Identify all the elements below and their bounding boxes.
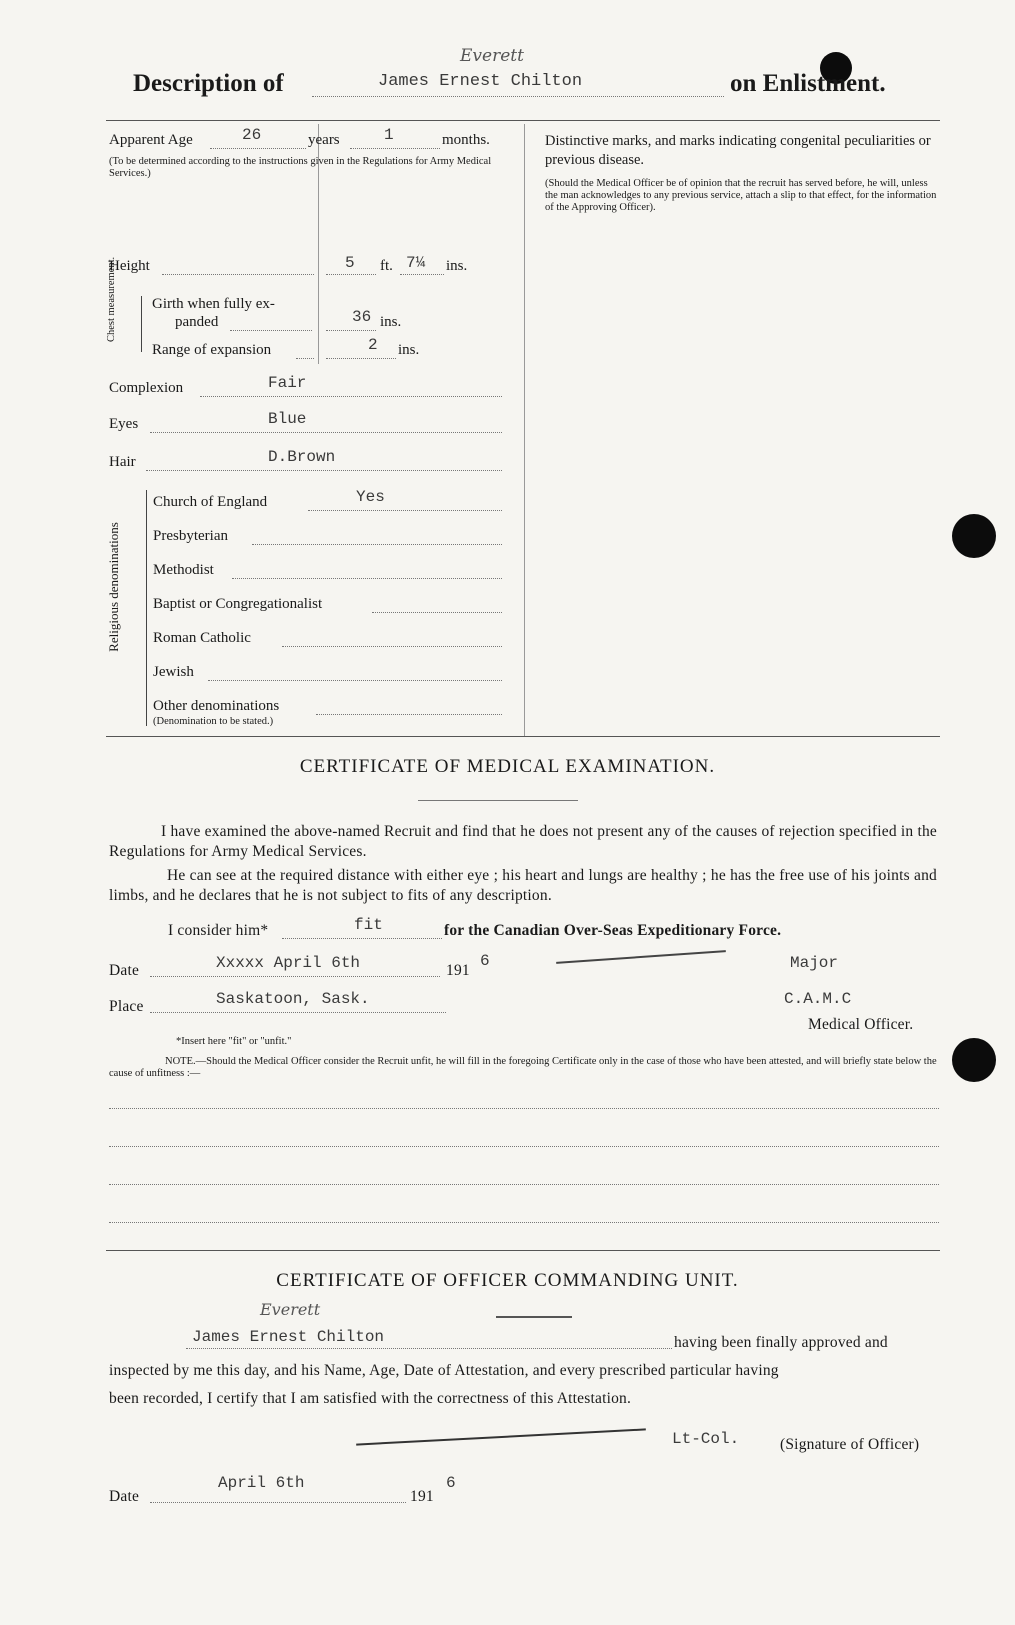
commanding-certificate-title: CERTIFICATE OF OFFICER COMMANDING UNIT.: [276, 1270, 739, 1291]
age-months-line: [350, 148, 440, 149]
religion-side-label: Religious denominations: [106, 522, 121, 652]
distinctive-marks-heading: Distinctive marks, and marks indicating congenital peculiarities or previous disease.: [545, 133, 931, 168]
height-label: Height: [109, 258, 150, 274]
medical-date-value: Xxxxx April 6th: [216, 954, 361, 972]
religion-bracket: [146, 490, 153, 726]
height-ft-line: [326, 274, 376, 275]
months-label: months.: [442, 132, 490, 148]
medical-date-label: Date: [109, 962, 140, 979]
hair-label: Hair: [109, 454, 136, 470]
medical-officer-label: Medical Officer.: [808, 1016, 914, 1033]
commanding-line-3: been recorded, I certify that I am satisfied with the correctness of this Attestation.: [109, 1390, 632, 1407]
lower-rule: [106, 1250, 940, 1251]
denom-label: Jewish: [153, 664, 194, 680]
years-label: years: [308, 132, 340, 148]
punch-hole: [952, 514, 996, 558]
place-value: Saskatoon, Sask.: [216, 990, 370, 1008]
signature-of-officer-label: (Signature of Officer): [780, 1436, 920, 1453]
complexion-line: [200, 396, 502, 397]
medical-unit: C.A.M.C: [784, 990, 852, 1008]
medical-officer-signature: [556, 950, 726, 964]
fit-value: fit: [354, 916, 383, 934]
header-handwritten-middle: Everett: [460, 46, 524, 66]
chest-side-label: Chest measurement.: [106, 256, 117, 342]
range-value-line: [326, 358, 396, 359]
punch-hole: [952, 1038, 996, 1082]
denom-label: Roman Catholic: [153, 630, 251, 646]
unfit-line: [109, 1108, 939, 1109]
place-label: Place: [109, 998, 144, 1015]
unfit-note: NOTE.—Should the Medical Officer consider the Recruit unfit, he will fill in the foregoing Certificate only in the case of those who have been attested, and will briefly state below the cause of unfitness :—: [109, 1056, 937, 1079]
force-label: for the Canadian Over-Seas Expeditionary Force.: [444, 922, 782, 939]
hair-value: D.Brown: [268, 448, 336, 466]
commanding-officer-signature: [356, 1428, 646, 1445]
denom-line: [282, 646, 502, 647]
commanding-date-label: Date: [109, 1488, 140, 1505]
age-years-value: 26: [242, 126, 262, 144]
medical-rank: Major: [790, 954, 839, 972]
title-underline: [418, 800, 578, 801]
medical-year-prefix: 191: [446, 962, 470, 979]
ft-label: ft.: [380, 258, 393, 274]
age-years-line: [210, 148, 306, 149]
height-in-value: 7¼: [406, 254, 426, 272]
column-divider: [524, 124, 525, 736]
range-value: 2: [368, 336, 378, 354]
height-ft-value: 5: [345, 254, 355, 272]
denom-label: Baptist or Congregationalist: [153, 596, 323, 612]
unfit-line: [109, 1146, 939, 1147]
denom-line: [208, 680, 502, 681]
commanding-name-line: [186, 1348, 672, 1349]
range-label: Range of expansion: [152, 342, 272, 358]
chest-bracket: [141, 296, 148, 352]
girth-ins-label: ins.: [380, 314, 402, 330]
medical-para-1: I have examined the above-named Recruit and find that he does not present any of the causes of rejection specified in the Regulations for Army Medical Services.: [109, 823, 937, 860]
title-underline: [496, 1316, 572, 1318]
girth-value-line: [326, 330, 376, 331]
eyes-value: Blue: [268, 410, 307, 428]
denom-label: Methodist: [153, 562, 214, 578]
girth-label-1: Girth when fully ex-: [152, 296, 275, 312]
eyes-line: [150, 432, 502, 433]
header-name-line: [312, 96, 724, 97]
medical-certificate-title: CERTIFICATE OF MEDICAL EXAMINATION.: [299, 756, 716, 777]
girth-label-2: panded: [175, 314, 219, 330]
header-name: James Ernest Chilton: [378, 72, 583, 91]
denom-label: Church of England: [153, 494, 268, 510]
age-note: (To be determined according to the instructions given in the Regulations for Army Medical Services.): [109, 156, 492, 179]
header-on-enlistment: on Enlistment.: [730, 70, 886, 97]
header-description-of: Description of: [133, 70, 284, 97]
height-line: [162, 274, 314, 275]
unfit-line: [109, 1184, 939, 1185]
insert-note: *Insert here "fit" or "unfit.": [176, 1036, 292, 1047]
commanding-year-prefix: 191: [410, 1488, 434, 1505]
complexion-value: Fair: [268, 374, 307, 392]
age-months-value: 1: [384, 126, 394, 144]
complexion-label: Complexion: [109, 380, 184, 396]
range-ins-label: ins.: [398, 342, 420, 358]
denom-line: [252, 544, 502, 545]
denom-line: [308, 510, 502, 511]
fit-line: [282, 938, 442, 939]
distinctive-marks-note: (Should the Medical Officer be of opinion that the recruit has served before, he will, unless the man acknowledges to any previous service, attach a slip to that effect, for the information of the Approving Officer).: [545, 178, 937, 213]
unfit-line: [109, 1222, 939, 1223]
denom-line: [232, 578, 502, 579]
denom-line: [316, 714, 502, 715]
medical-para-2: He can see at the required distance with either eye ; his heart and lungs are healthy ; he has the free use of his joints and limbs, and he declares that he is not subject to fits of any description.: [109, 867, 937, 904]
denom-line: [372, 612, 502, 613]
consider-label: I consider him*: [168, 922, 269, 939]
medical-year-suffix: 6: [480, 952, 490, 970]
commanding-handwritten-middle: Everett: [260, 1300, 321, 1319]
apparent-age-label: Apparent Age: [109, 132, 193, 148]
height-ins-label: ins.: [446, 258, 468, 274]
range-dots: [296, 358, 314, 359]
eyes-label: Eyes: [109, 416, 139, 432]
commanding-name: James Ernest Chilton: [192, 1328, 385, 1346]
other-denom-note: (Denomination to be stated.): [153, 716, 274, 727]
commanding-having: having been finally approved and: [674, 1334, 888, 1351]
commanding-year-suffix: 6: [446, 1474, 456, 1492]
denom-label: Presbyterian: [153, 528, 228, 544]
denom-label: Other denominations: [153, 698, 280, 714]
commanding-date-line: [150, 1502, 406, 1503]
hair-line: [146, 470, 502, 471]
girth-dots: [230, 330, 312, 331]
commanding-line-2: inspected by me this day, and his Name, Age, Date of Attestation, and every prescribed particular having: [109, 1362, 779, 1379]
commanding-date-value: April 6th: [218, 1474, 305, 1492]
commanding-rank: Lt-Col.: [672, 1430, 740, 1448]
height-in-line: [400, 274, 444, 275]
medical-date-line: [150, 976, 440, 977]
denom-value: Yes: [356, 488, 385, 506]
girth-value: 36: [352, 308, 372, 326]
place-line: [150, 1012, 446, 1013]
top-rule: [106, 120, 940, 121]
middle-rule: [106, 736, 940, 737]
